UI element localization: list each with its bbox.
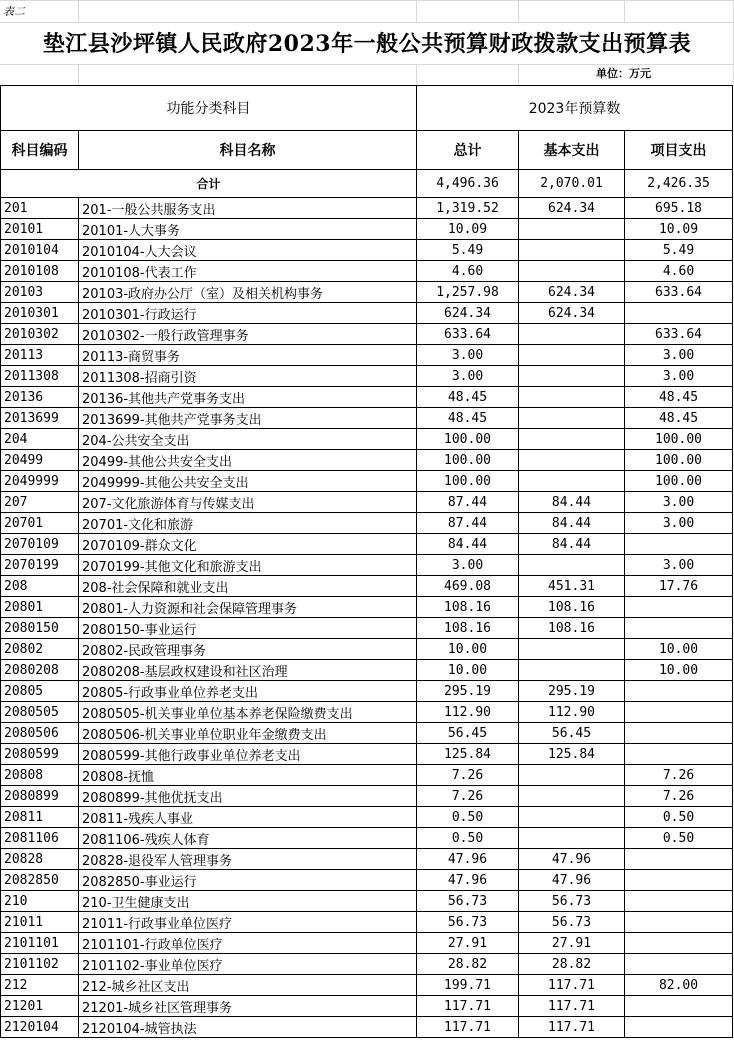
row-code: 20101 — [1, 219, 79, 240]
row-basic — [519, 324, 625, 345]
row-name: 20808-抚恤 — [79, 765, 417, 786]
row-total: 10.09 — [417, 219, 519, 240]
page-title: 垫江县沙坪镇人民政府2023年一般公共预算财政拨款支出预算表 — [42, 31, 692, 57]
row-project — [625, 1017, 733, 1038]
table-row — [1, 723, 733, 744]
table-row — [1, 807, 733, 828]
row-project: 82.00 — [625, 975, 733, 996]
row-total: 469.08 — [417, 576, 519, 597]
row-basic: 112.90 — [519, 702, 625, 723]
row-project — [625, 954, 733, 975]
table-row — [1, 324, 733, 345]
table-row — [1, 681, 733, 702]
row-code: 2013699 — [1, 408, 79, 429]
row-project: 3.00 — [625, 513, 733, 534]
row-code: 2070199 — [1, 555, 79, 576]
row-project — [625, 597, 733, 618]
row-name: 2080506-机关事业单位职业年金缴费支出 — [79, 723, 417, 744]
row-project: 10.09 — [625, 219, 733, 240]
row-project: 633.64 — [625, 282, 733, 303]
row-basic — [519, 387, 625, 408]
table-row — [1, 282, 733, 303]
table-row — [1, 786, 733, 807]
row-total: 56.73 — [417, 891, 519, 912]
row-basic — [519, 219, 625, 240]
row-basic — [519, 240, 625, 261]
table-row — [1, 975, 733, 996]
row-name: 2049999-其他公共安全支出 — [79, 471, 417, 492]
row-code: 2010104 — [1, 240, 79, 261]
row-code: 2010302 — [1, 324, 79, 345]
row-code: 2010108 — [1, 261, 79, 282]
row-basic: 84.44 — [519, 534, 625, 555]
total-basic: 2,070.01 — [519, 170, 625, 198]
row-basic: 125.84 — [519, 744, 625, 765]
row-basic: 624.34 — [519, 282, 625, 303]
table-row — [1, 513, 733, 534]
row-total: 56.73 — [417, 912, 519, 933]
row-project — [625, 744, 733, 765]
row-code: 208 — [1, 576, 79, 597]
row-basic: 117.71 — [519, 975, 625, 996]
row-code: 20136 — [1, 387, 79, 408]
row-code: 2101101 — [1, 933, 79, 954]
row-total: 47.96 — [417, 849, 519, 870]
table-row — [1, 618, 733, 639]
table-tag: 表二 — [3, 5, 25, 18]
row-basic: 108.16 — [519, 618, 625, 639]
row-name: 2011308-招商引资 — [79, 366, 417, 387]
row-total: 100.00 — [417, 429, 519, 450]
row-total: 0.50 — [417, 807, 519, 828]
row-name: 207-文化旅游体育与传媒支出 — [79, 492, 417, 513]
table-row — [1, 828, 733, 849]
row-code: 20808 — [1, 765, 79, 786]
row-name: 2070199-其他文化和旅游支出 — [79, 555, 417, 576]
row-name: 2080899-其他优抚支出 — [79, 786, 417, 807]
row-project: 10.00 — [625, 660, 733, 681]
row-project: 48.45 — [625, 408, 733, 429]
table-row — [1, 555, 733, 576]
total-project: 2,426.35 — [625, 170, 733, 198]
row-code: 210 — [1, 891, 79, 912]
row-basic: 84.44 — [519, 513, 625, 534]
row-project — [625, 996, 733, 1017]
row-total: 100.00 — [417, 450, 519, 471]
row-project — [625, 681, 733, 702]
row-code: 21201 — [1, 996, 79, 1017]
row-name: 210-卫生健康支出 — [79, 891, 417, 912]
row-project — [625, 933, 733, 954]
row-code: 2080150 — [1, 618, 79, 639]
row-total: 48.45 — [417, 408, 519, 429]
row-project: 695.18 — [625, 198, 733, 219]
row-total: 87.44 — [417, 492, 519, 513]
row-basic: 47.96 — [519, 849, 625, 870]
row-total: 7.26 — [417, 786, 519, 807]
row-total: 10.00 — [417, 639, 519, 660]
grid-line — [624, 0, 625, 22]
row-total: 112.90 — [417, 702, 519, 723]
row-project: 0.50 — [625, 828, 733, 849]
row-name: 20701-文化和旅游 — [79, 513, 417, 534]
row-name: 2010108-代表工作 — [79, 261, 417, 282]
row-basic — [519, 786, 625, 807]
table-row — [1, 933, 733, 954]
row-name: 2120104-城管执法 — [79, 1017, 417, 1038]
row-name: 208-社会保障和就业支出 — [79, 576, 417, 597]
row-basic: 27.91 — [519, 933, 625, 954]
row-name: 2010302-一般行政管理事务 — [79, 324, 417, 345]
row-project — [625, 618, 733, 639]
row-basic — [519, 471, 625, 492]
row-basic: 451.31 — [519, 576, 625, 597]
row-project: 100.00 — [625, 429, 733, 450]
total-label: 合计 — [1, 170, 417, 198]
row-name: 212-城乡社区支出 — [79, 975, 417, 996]
row-code: 2049999 — [1, 471, 79, 492]
grid-line — [0, 22, 734, 23]
total-row — [1, 170, 733, 198]
header-basic: 基本支出 — [519, 131, 625, 170]
row-total: 10.00 — [417, 660, 519, 681]
row-name: 2010301-行政运行 — [79, 303, 417, 324]
row-project — [625, 534, 733, 555]
row-basic — [519, 828, 625, 849]
table-row — [1, 639, 733, 660]
table-row — [1, 597, 733, 618]
row-code: 2080899 — [1, 786, 79, 807]
row-name: 2070109-群众文化 — [79, 534, 417, 555]
row-basic: 84.44 — [519, 492, 625, 513]
table-row — [1, 576, 733, 597]
row-basic: 56.73 — [519, 891, 625, 912]
row-basic: 28.82 — [519, 954, 625, 975]
row-basic — [519, 765, 625, 786]
row-total: 0.50 — [417, 828, 519, 849]
row-name: 204-公共安全支出 — [79, 429, 417, 450]
row-name: 2080599-其他行政事业单位养老支出 — [79, 744, 417, 765]
row-name: 21011-行政事业单位医疗 — [79, 912, 417, 933]
table-row — [1, 198, 733, 219]
row-basic — [519, 366, 625, 387]
row-basic — [519, 807, 625, 828]
row-total: 108.16 — [417, 597, 519, 618]
row-name: 20801-人力资源和社会保障管理事务 — [79, 597, 417, 618]
row-code: 20802 — [1, 639, 79, 660]
row-total: 1,319.52 — [417, 198, 519, 219]
table-row — [1, 870, 733, 891]
row-code: 20801 — [1, 597, 79, 618]
row-total: 5.49 — [417, 240, 519, 261]
table-row — [1, 240, 733, 261]
header-name: 科目名称 — [79, 131, 417, 170]
row-project — [625, 303, 733, 324]
row-basic — [519, 408, 625, 429]
header-project: 项目支出 — [625, 131, 733, 170]
grid-line — [78, 64, 79, 85]
header-total: 总计 — [417, 131, 519, 170]
table-row — [1, 471, 733, 492]
row-basic: 117.71 — [519, 996, 625, 1017]
table-row — [1, 891, 733, 912]
table-row — [1, 744, 733, 765]
table-row — [1, 366, 733, 387]
row-code: 207 — [1, 492, 79, 513]
row-total: 3.00 — [417, 345, 519, 366]
row-project: 48.45 — [625, 387, 733, 408]
table-row — [1, 219, 733, 240]
row-name: 20113-商贸事务 — [79, 345, 417, 366]
row-total: 3.00 — [417, 366, 519, 387]
row-code: 2080208 — [1, 660, 79, 681]
table-row — [1, 303, 733, 324]
header-row-2 — [1, 131, 733, 170]
row-code: 212 — [1, 975, 79, 996]
table-row — [1, 660, 733, 681]
row-total: 3.00 — [417, 555, 519, 576]
row-project — [625, 849, 733, 870]
row-basic: 47.96 — [519, 870, 625, 891]
row-basic: 117.71 — [519, 1017, 625, 1038]
table-row — [1, 408, 733, 429]
header-budget-year: 2023年预算数 — [417, 86, 733, 131]
row-name: 201-一般公共服务支出 — [79, 198, 417, 219]
row-total: 7.26 — [417, 765, 519, 786]
row-basic: 624.34 — [519, 198, 625, 219]
grid-line — [416, 64, 417, 85]
row-project: 100.00 — [625, 450, 733, 471]
row-project: 7.26 — [625, 765, 733, 786]
grid-line — [518, 0, 519, 22]
header-code: 科目编码 — [1, 131, 79, 170]
grid-line — [78, 0, 79, 22]
grid-line — [416, 0, 417, 22]
row-name: 20828-退役军人管理事务 — [79, 849, 417, 870]
row-name: 2080505-机关事业单位基本养老保险缴费支出 — [79, 702, 417, 723]
row-total: 117.71 — [417, 1017, 519, 1038]
row-basic: 56.73 — [519, 912, 625, 933]
table-row — [1, 954, 733, 975]
row-project: 10.00 — [625, 639, 733, 660]
row-name: 2081106-残疾人体育 — [79, 828, 417, 849]
row-code: 21011 — [1, 912, 79, 933]
budget-table — [0, 85, 733, 1038]
row-code: 2120104 — [1, 1017, 79, 1038]
row-name: 20499-其他公共安全支出 — [79, 450, 417, 471]
row-total: 199.71 — [417, 975, 519, 996]
row-code: 201 — [1, 198, 79, 219]
unit-label: 单位：万元 — [596, 67, 651, 80]
row-total: 624.34 — [417, 303, 519, 324]
table-row — [1, 429, 733, 450]
row-total: 633.64 — [417, 324, 519, 345]
row-name: 2013699-其他共产党事务支出 — [79, 408, 417, 429]
row-basic — [519, 555, 625, 576]
row-code: 20805 — [1, 681, 79, 702]
row-name: 20103-政府办公厅（室）及相关机构事务 — [79, 282, 417, 303]
row-name: 2082850-事业运行 — [79, 870, 417, 891]
row-project — [625, 702, 733, 723]
row-project: 17.76 — [625, 576, 733, 597]
row-project: 633.64 — [625, 324, 733, 345]
row-project: 3.00 — [625, 492, 733, 513]
total-sum: 4,496.36 — [417, 170, 519, 198]
row-project: 7.26 — [625, 786, 733, 807]
grid-line — [518, 64, 519, 85]
row-total: 48.45 — [417, 387, 519, 408]
row-code: 20113 — [1, 345, 79, 366]
table-row — [1, 849, 733, 870]
row-total: 117.71 — [417, 996, 519, 1017]
row-project: 4.60 — [625, 261, 733, 282]
row-project: 5.49 — [625, 240, 733, 261]
row-name: 20805-行政事业单位养老支出 — [79, 681, 417, 702]
header-func-class: 功能分类科目 — [1, 86, 417, 131]
row-basic — [519, 345, 625, 366]
row-total: 108.16 — [417, 618, 519, 639]
row-code: 2011308 — [1, 366, 79, 387]
row-name: 20136-其他共产党事务支出 — [79, 387, 417, 408]
table-row — [1, 702, 733, 723]
row-code: 2080506 — [1, 723, 79, 744]
row-total: 1,257.98 — [417, 282, 519, 303]
table-row — [1, 1017, 733, 1038]
row-project: 100.00 — [625, 471, 733, 492]
row-basic — [519, 429, 625, 450]
row-project — [625, 912, 733, 933]
row-project — [625, 891, 733, 912]
row-basic — [519, 639, 625, 660]
row-code: 204 — [1, 429, 79, 450]
row-code: 20701 — [1, 513, 79, 534]
row-project: 3.00 — [625, 555, 733, 576]
table-row — [1, 492, 733, 513]
row-total: 100.00 — [417, 471, 519, 492]
row-total: 27.91 — [417, 933, 519, 954]
row-code: 2010301 — [1, 303, 79, 324]
row-code: 2082850 — [1, 870, 79, 891]
row-code: 20499 — [1, 450, 79, 471]
table-row — [1, 450, 733, 471]
row-basic: 295.19 — [519, 681, 625, 702]
row-total: 56.45 — [417, 723, 519, 744]
row-code: 20811 — [1, 807, 79, 828]
table-row — [1, 345, 733, 366]
row-code: 20828 — [1, 849, 79, 870]
row-basic: 624.34 — [519, 303, 625, 324]
row-basic: 56.45 — [519, 723, 625, 744]
row-project — [625, 723, 733, 744]
row-basic — [519, 261, 625, 282]
table-row — [1, 996, 733, 1017]
row-name: 21201-城乡社区管理事务 — [79, 996, 417, 1017]
row-name: 20101-人大事务 — [79, 219, 417, 240]
row-total: 87.44 — [417, 513, 519, 534]
table-row — [1, 765, 733, 786]
table-row — [1, 261, 733, 282]
row-name: 20811-残疾人事业 — [79, 807, 417, 828]
row-project — [625, 870, 733, 891]
row-project: 3.00 — [625, 366, 733, 387]
row-code: 2080505 — [1, 702, 79, 723]
row-name: 2101102-事业单位医疗 — [79, 954, 417, 975]
row-name: 2080150-事业运行 — [79, 618, 417, 639]
row-code: 2101102 — [1, 954, 79, 975]
table-row — [1, 387, 733, 408]
row-name: 2010104-人大会议 — [79, 240, 417, 261]
header-row-1 — [1, 86, 733, 131]
row-total: 47.96 — [417, 870, 519, 891]
table-row — [1, 534, 733, 555]
row-name: 2101101-行政单位医疗 — [79, 933, 417, 954]
row-total: 84.44 — [417, 534, 519, 555]
row-total: 295.19 — [417, 681, 519, 702]
row-project: 0.50 — [625, 807, 733, 828]
row-basic: 108.16 — [519, 597, 625, 618]
row-basic — [519, 660, 625, 681]
table-row — [1, 912, 733, 933]
row-total: 28.82 — [417, 954, 519, 975]
row-basic — [519, 450, 625, 471]
row-total: 125.84 — [417, 744, 519, 765]
row-code: 20103 — [1, 282, 79, 303]
row-code: 2080599 — [1, 744, 79, 765]
row-name: 2080208-基层政权建设和社区治理 — [79, 660, 417, 681]
row-code: 2070109 — [1, 534, 79, 555]
row-total: 4.60 — [417, 261, 519, 282]
row-name: 20802-民政管理事务 — [79, 639, 417, 660]
row-project: 3.00 — [625, 345, 733, 366]
row-code: 2081106 — [1, 828, 79, 849]
